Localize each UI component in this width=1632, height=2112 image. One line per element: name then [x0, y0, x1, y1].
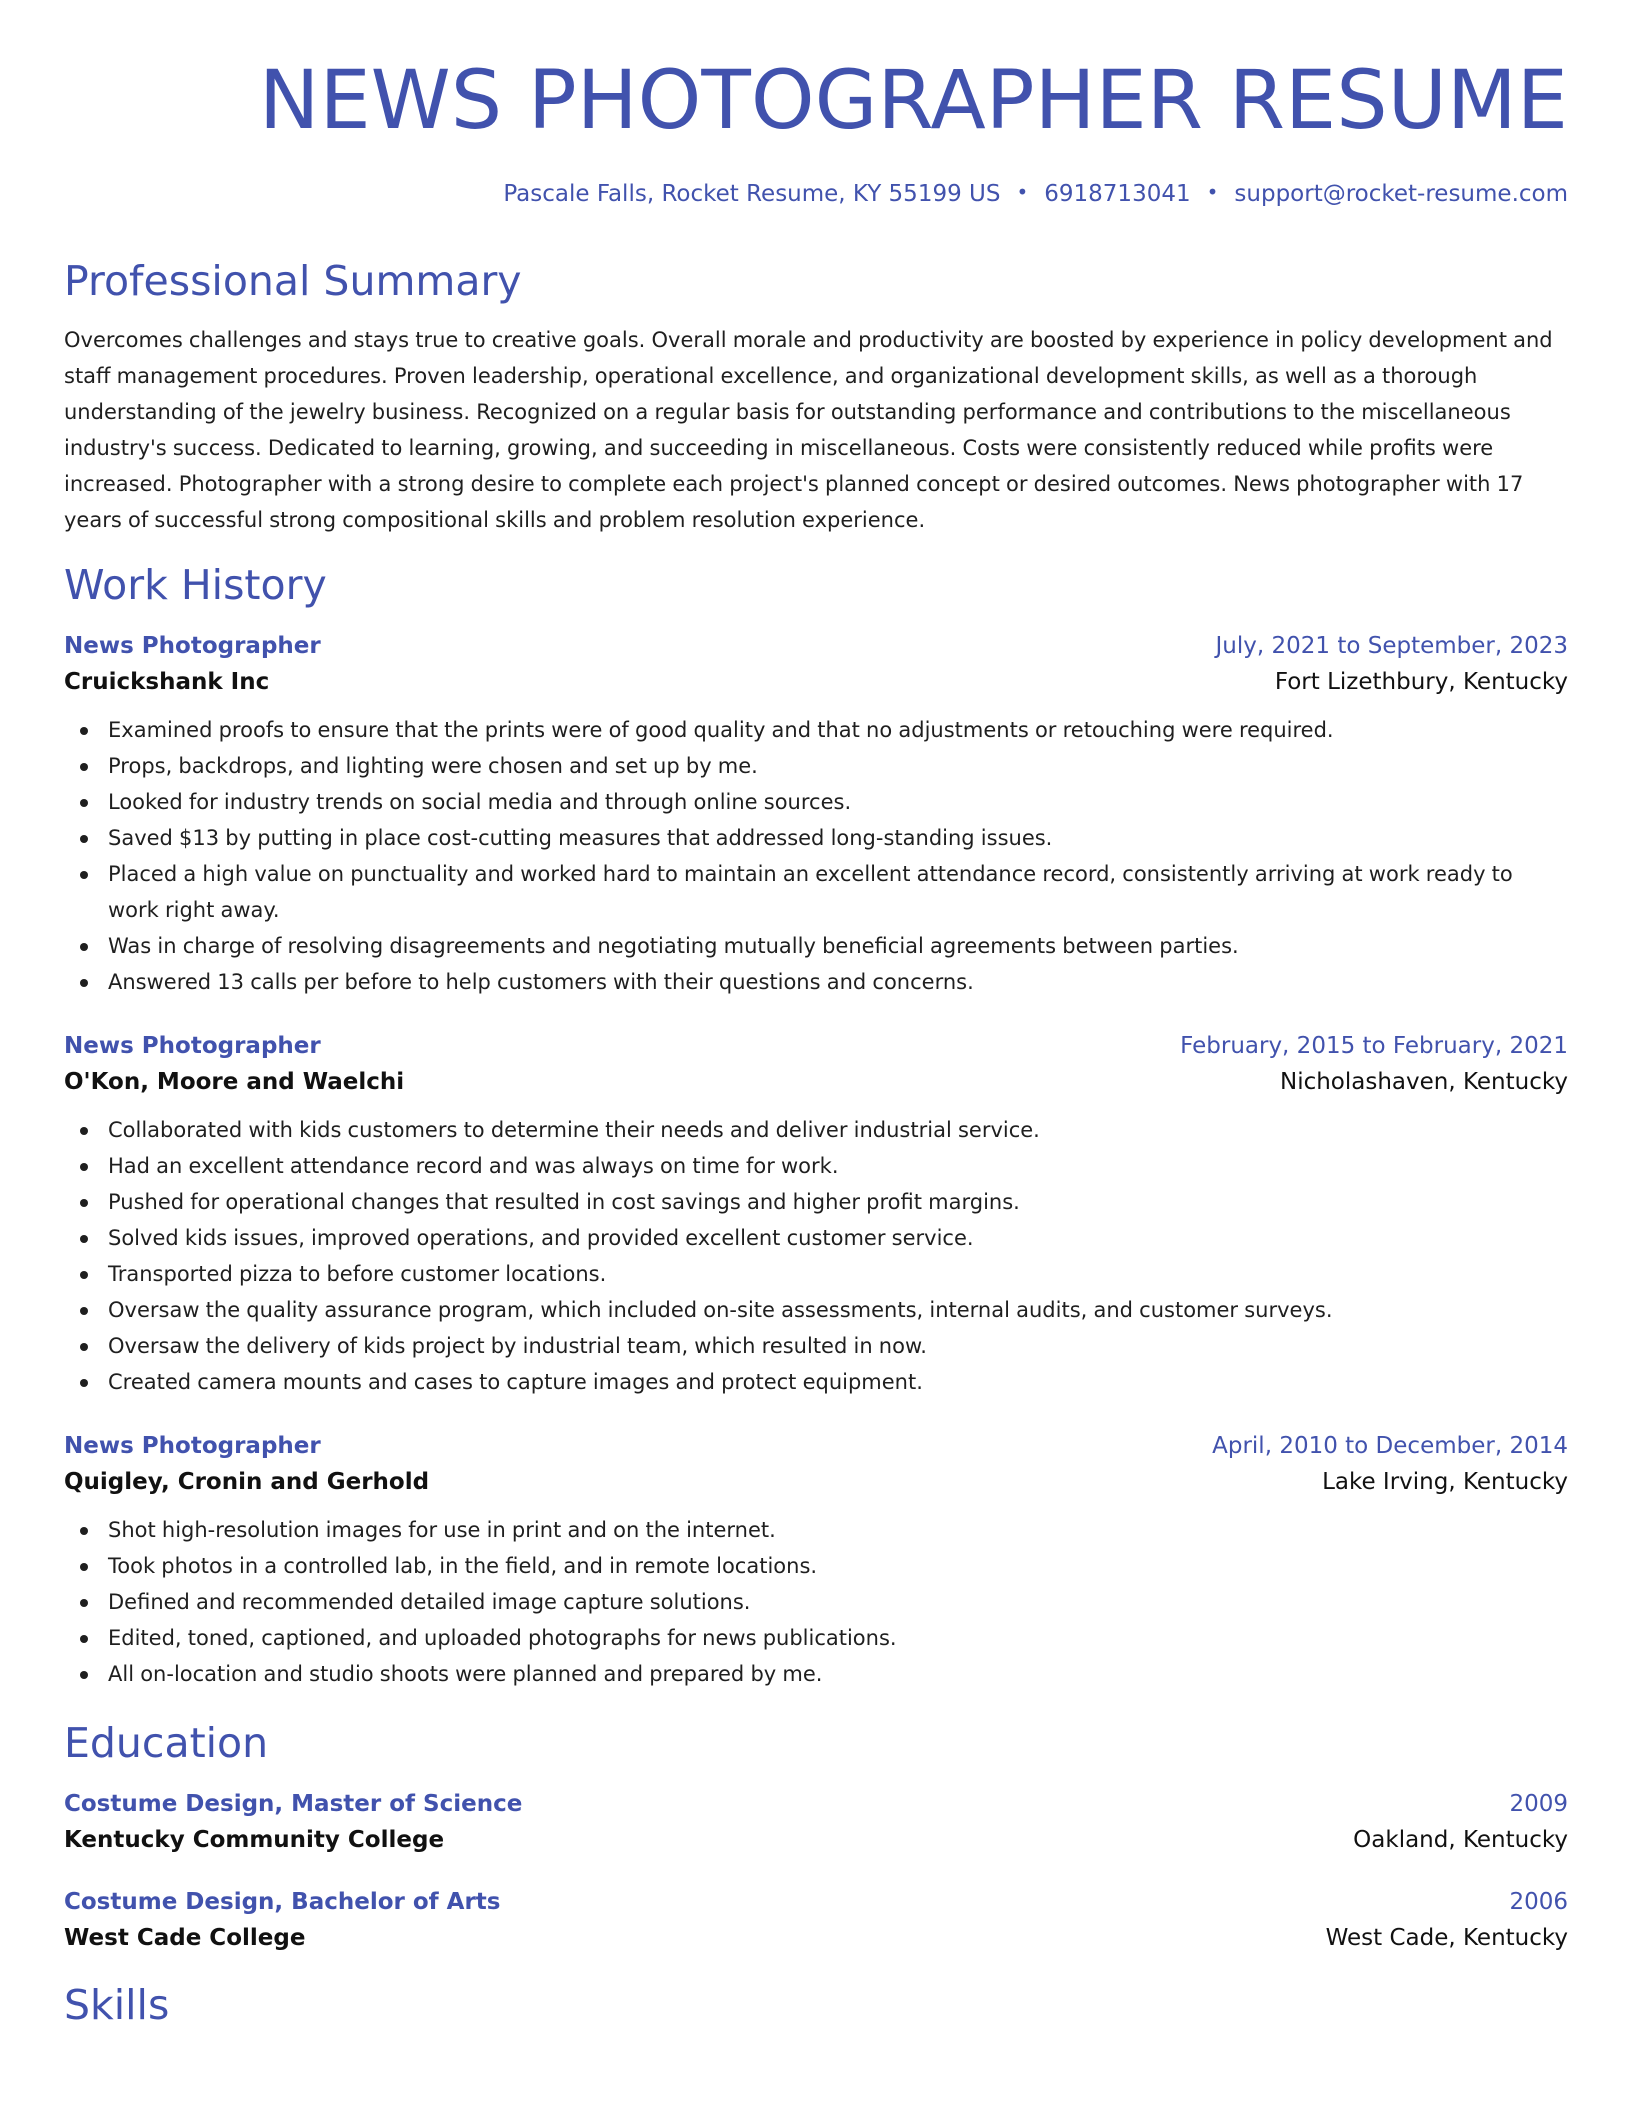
- contact-separator: •: [1016, 180, 1029, 204]
- education-section: [64, 1716, 1568, 1958]
- job-bullet: Created camera mounts and cases to capture images and protect equipment.: [64, 1364, 1568, 1400]
- job-entry: [64, 1430, 1568, 1692]
- job-bullet: Had an excellent attendance record and was always on time for work.: [64, 1148, 1568, 1184]
- education-degree: Costume Design, Bachelor of Arts: [64, 1889, 501, 1915]
- job-dates: July, 2021 to September, 2023: [1215, 633, 1568, 659]
- job-bullet: Examined proofs to ensure that the prints were of good quality and that no adjustments or retouching were required.: [64, 712, 1568, 748]
- professional-summary-section: [64, 254, 1568, 538]
- job-company-row: [64, 1062, 1568, 1102]
- skills-section: [64, 1978, 1568, 2032]
- education-school: Kentucky Community College: [64, 1827, 445, 1853]
- job-bullet: All on-location and studio shoots were planned and prepared by me.: [64, 1656, 1568, 1692]
- job-bullet-list: [64, 1112, 1568, 1400]
- job-bullet: Collaborated with kids customers to determine their needs and deliver industrial service.: [64, 1112, 1568, 1148]
- job-company: Quigley, Cronin and Gerhold: [64, 1469, 430, 1495]
- job-bullet: Was in charge of resolving disagreements and negotiating mutually beneficial agreements between parties.: [64, 928, 1568, 964]
- job-bullet-list: [64, 1512, 1568, 1692]
- job-bullet-list: [64, 712, 1568, 1000]
- job-bullet: Took photos in a controlled lab, in the field, and in remote locations.: [64, 1548, 1568, 1584]
- resume-header: [64, 0, 1568, 210]
- education-school-row: [64, 1918, 1568, 1958]
- education-header-row: [64, 1886, 1568, 1918]
- job-company: O'Kon, Moore and Waelchi: [64, 1069, 405, 1095]
- section-title-education: Education: [64, 1719, 269, 1767]
- job-bullet: Answered 13 calls per before to help customers with their questions and concerns.: [64, 964, 1568, 1000]
- job-header-row: [64, 1430, 1568, 1462]
- resume-title: NEWS PHOTOGRAPHER RESUME: [258, 54, 1568, 148]
- job-dates: April, 2010 to December, 2014: [1212, 1433, 1568, 1459]
- job-header-row: [64, 1030, 1568, 1062]
- education-header-row: [64, 1788, 1568, 1820]
- job-bullet: Solved kids issues, improved operations, and provided excellent customer service.: [64, 1220, 1568, 1256]
- section-title-work-history: Work History: [64, 561, 327, 609]
- job-location: Fort Lizethbury, Kentucky: [1274, 669, 1568, 695]
- job-bullet: Shot high-resolution images for use in print and on the internet.: [64, 1512, 1568, 1548]
- job-company-row: [64, 662, 1568, 702]
- education-year: 2006: [1509, 1889, 1568, 1915]
- education-entry: [64, 1788, 1568, 1860]
- section-title-skills: Skills: [64, 1981, 170, 2029]
- education-school: West Cade College: [64, 1925, 306, 1951]
- job-position: News Photographer: [64, 633, 321, 659]
- job-bullet: Transported pizza to before customer locations.: [64, 1256, 1568, 1292]
- job-location: Lake Irving, Kentucky: [1322, 1469, 1568, 1495]
- education-location: Oakland, Kentucky: [1353, 1827, 1568, 1853]
- job-bullet: Edited, toned, captioned, and uploaded photographs for news publications.: [64, 1620, 1568, 1656]
- job-location: Nicholashaven, Kentucky: [1279, 1069, 1568, 1095]
- job-position: News Photographer: [64, 1433, 321, 1459]
- job-bullet: Oversaw the quality assurance program, which included on-site assessments, internal audits, and customer surveys.: [64, 1292, 1568, 1328]
- education-degree: Costume Design, Master of Science: [64, 1791, 523, 1817]
- job-company-row: [64, 1462, 1568, 1502]
- work-history-section: [64, 558, 1568, 1692]
- job-entry: [64, 630, 1568, 1000]
- job-bullet: Oversaw the delivery of kids project by industrial team, which resulted in now.: [64, 1328, 1568, 1364]
- contact-line: [64, 178, 1568, 210]
- education-year: 2009: [1509, 1791, 1568, 1817]
- job-entry: [64, 1030, 1568, 1400]
- contact-email[interactable]: support@rocket-resume.com: [1234, 181, 1568, 207]
- section-title-professional-summary: Professional Summary: [64, 257, 522, 305]
- job-bullet: Looked for industry trends on social media and through online sources.: [64, 784, 1568, 820]
- job-header-row: [64, 630, 1568, 662]
- job-company: Cruickshank Inc: [64, 669, 270, 695]
- job-bullet: Pushed for operational changes that resulted in cost savings and higher profit margins.: [64, 1184, 1568, 1220]
- contact-separator: •: [1206, 180, 1219, 204]
- education-location: West Cade, Kentucky: [1325, 1925, 1568, 1951]
- job-position: News Photographer: [64, 1033, 321, 1059]
- contact-phone: 6918713041: [1044, 181, 1191, 207]
- job-bullet: Placed a high value on punctuality and worked hard to maintain an excellent attendance record, consistently arriving at work ready to work right away.: [64, 856, 1566, 928]
- job-bullet: Defined and recommended detailed image capture solutions.: [64, 1584, 1568, 1620]
- education-entry: [64, 1886, 1568, 1958]
- job-dates: February, 2015 to February, 2021: [1180, 1033, 1568, 1059]
- job-bullet: Props, backdrops, and lighting were chosen and set up by me.: [64, 748, 1568, 784]
- education-school-row: [64, 1820, 1568, 1860]
- job-bullet: Saved $13 by putting in place cost-cutting measures that addressed long-standing issues.: [64, 820, 1568, 856]
- contact-address: Pascale Falls, Rocket Resume, KY 55199 US: [503, 181, 1001, 207]
- professional-summary-text: Overcomes challenges and stays true to creative goals. Overall morale and productivity are boosted by experience in policy development and staff management procedures. Proven leadership, operational excellence, and organizational development skills, as well as a thorough understanding of the jewelry business. Recognized on a regular basis for outstanding performance and contributions to the miscellaneous industry's success. Dedicated to learning, growing, and succeeding in miscellaneous. Costs were consistently reduced while profits were increased. Photographer with a strong desire to complete each project's planned concept or desired outcomes. News photographer with 17 years of successful strong compositional skills and problem resolution experience.: [64, 328, 1553, 532]
